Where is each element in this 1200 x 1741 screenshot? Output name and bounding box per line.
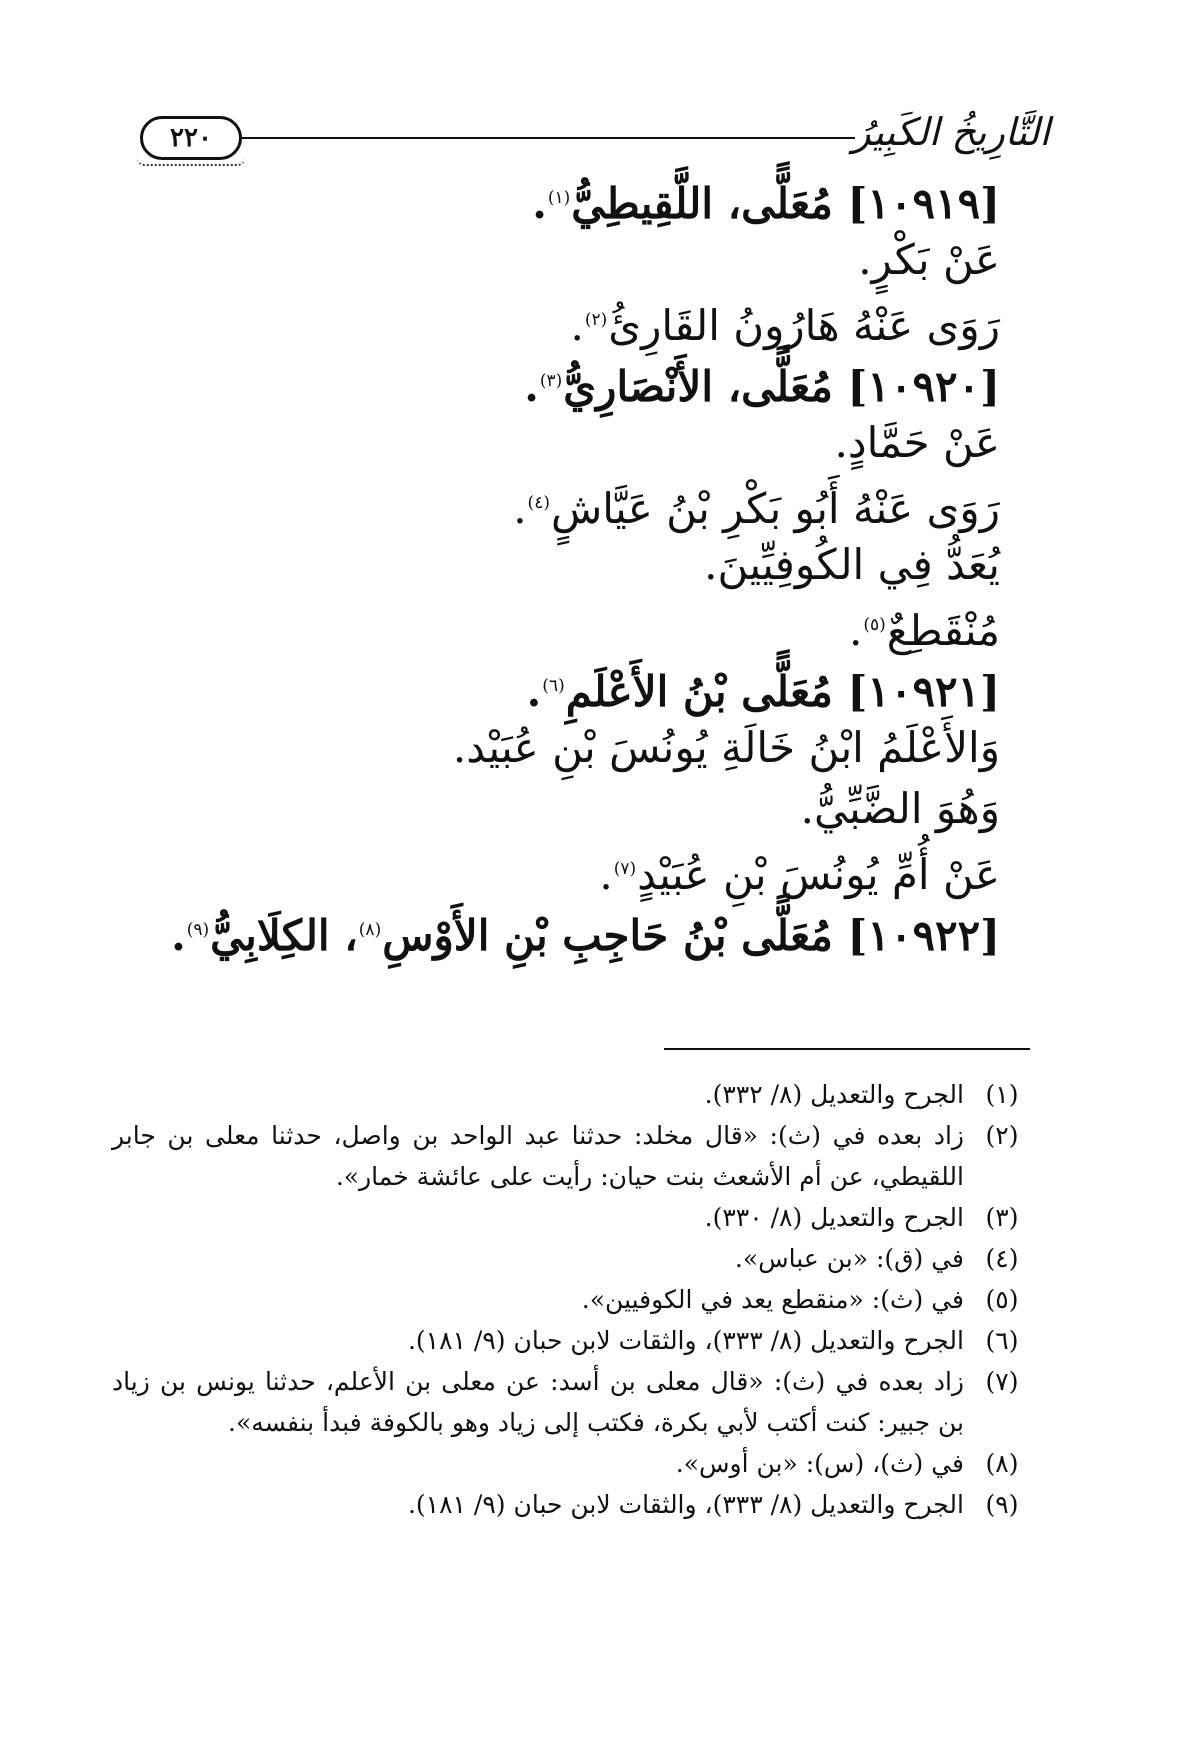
entry-line: [170, 168, 1000, 229]
footnote: [112, 1443, 1032, 1484]
line-end: .: [171, 911, 186, 960]
footnote-text: في (ق): «بن عباس».: [734, 1244, 964, 1273]
footnote-number: (٨): [985, 1449, 1019, 1478]
footnote: [112, 1484, 1032, 1525]
footnote-ref[interactable]: (٤): [527, 493, 550, 513]
footnote-separator: [664, 1048, 1030, 1050]
line-end: .: [599, 850, 613, 899]
footnote-text: الجرح والتعديل (٨/ ٣٣٠).: [704, 1203, 964, 1232]
footnote-number: (٣): [985, 1203, 1019, 1232]
footnote-number: (١): [985, 1080, 1019, 1109]
entry-line: [170, 656, 1000, 717]
footnote: [112, 1361, 1032, 1443]
page-number: ٢٢٠: [170, 123, 212, 153]
book-title: التَّارِيخُ الكَبِيرُ: [852, 110, 1050, 154]
footnotes: [112, 1074, 1032, 1525]
footnote-text: الجرح والتعديل (٨/ ٣٣٢).: [704, 1080, 964, 1109]
footnote-number: (٥): [985, 1285, 1019, 1314]
text-line: [170, 229, 1000, 290]
footnote: [112, 1197, 1032, 1238]
header-rule: [242, 137, 855, 139]
entry-line: [170, 351, 1000, 412]
footnote-ref[interactable]: (٨): [358, 920, 382, 940]
footnote-ref[interactable]: (٧): [613, 859, 637, 879]
line-text: عَنْ أُمِّ يُونُسَ بْنِ عُبَيْدٍ: [637, 850, 1000, 899]
footnote-ref[interactable]: (٣): [539, 371, 563, 391]
entry-line: [170, 900, 1000, 961]
line-text: رَوَى عَنْهُ أَبُو بَكْرِ بْنُ عَيَّاشٍ: [550, 484, 1000, 533]
line-end: .: [570, 301, 584, 350]
footnote-text: الجرح والتعديل (٨/ ٣٣٣)، والثقات لابن حبان (٩/ ١٨١).: [407, 1490, 964, 1519]
line-text-continued: ، الكِلَابِيُّ: [210, 911, 358, 960]
line-text: رَوَى عَنْهُ هَارُونُ القَارِئُ: [608, 301, 1000, 350]
footnote: [112, 1074, 1032, 1115]
footnote-ref[interactable]: (٢): [584, 310, 608, 330]
line-text: عَنْ حَمَّادٍ.: [834, 418, 1000, 467]
line-end: .: [513, 484, 527, 533]
footnote-number: (٢): [985, 1121, 1019, 1150]
text-line: [170, 717, 1000, 778]
text-line: [170, 473, 1000, 534]
text-line: [170, 412, 1000, 473]
line-text: وَهُوَ الضَّبِّيُّ.: [800, 784, 1000, 833]
footnote: [112, 1320, 1032, 1361]
footnote-number: (٦): [985, 1326, 1019, 1355]
text-line: [170, 534, 1000, 595]
footnote-ref[interactable]: (٩): [186, 920, 210, 940]
footnote-number: (٤): [985, 1244, 1019, 1273]
text-line: [170, 778, 1000, 839]
footnote-ref[interactable]: (١): [547, 188, 571, 208]
footnote: [112, 1279, 1032, 1320]
text-line: [170, 839, 1000, 900]
line-text: [١٠٩١٩] مُعَلًّى، اللَّقِيطِيُّ: [571, 179, 1000, 228]
footnote-number: (٩): [985, 1490, 1019, 1519]
page-header: [140, 110, 1050, 170]
footnote: [112, 1115, 1032, 1197]
footnote-text: زاد بعده في (ث): «قال مخلد: حدثنا عبد الواحد بن واصل، حدثنا معلى بن جابر اللقيطي، عن أم الأشعث بنت حيان: رأيت على عائشة خمار».: [112, 1121, 964, 1191]
text-line: [170, 290, 1000, 351]
footnote-number: (٧): [985, 1367, 1019, 1396]
line-text: [١٠٩٢٠] مُعَلًّى، الأَنْصَارِيُّ: [563, 362, 1000, 411]
page-number-badge: [140, 116, 242, 160]
line-text: [١٠٩٢١] مُعَلًّى بْنُ الأَعْلَمِ: [565, 667, 1000, 716]
footnote-text: في (ث)، (س): «بن أوس».: [675, 1449, 964, 1478]
line-text: مُنْقَطِعٌ: [886, 606, 1000, 655]
line-end: .: [532, 179, 547, 228]
footnote-text: الجرح والتعديل (٨/ ٣٣٣)، والثقات لابن حبان (٩/ ١٨١).: [407, 1326, 964, 1355]
footnote-text: في (ث): «منقطع يعد في الكوفيين».: [581, 1285, 964, 1314]
line-text: [١٠٩٢٢] مُعَلًّى بْنُ حَاجِبِ بْنِ الأَوْسِ: [382, 911, 1000, 960]
line-text: عَنْ بَكْرٍ.: [858, 235, 1000, 284]
footnote: [112, 1238, 1032, 1279]
line-end: .: [524, 362, 539, 411]
footnote-ref[interactable]: (٥): [863, 615, 886, 635]
line-end: .: [526, 667, 542, 716]
line-text: وَالأَعْلَمُ ابْنُ خَالَةِ يُونُسَ بْنِ عُبَيْد.: [452, 723, 1000, 772]
footnote-text: زاد بعده في (ث): «قال معلى بن أسد: عن معلى بن الأعلم، حدثنا يونس بن زياد بن جبير: كنت أكتب لأبي بكرة، فكتب إلى زياد وهو بالكوفة فبدأ بنفسه».: [112, 1367, 964, 1437]
main-text: [170, 168, 1000, 961]
text-line: [170, 595, 1000, 656]
line-end: .: [848, 606, 863, 655]
line-text: يُعَدُّ فِي الكُوفِيِّينَ.: [704, 540, 1000, 589]
footnote-ref[interactable]: (٦): [542, 676, 565, 696]
